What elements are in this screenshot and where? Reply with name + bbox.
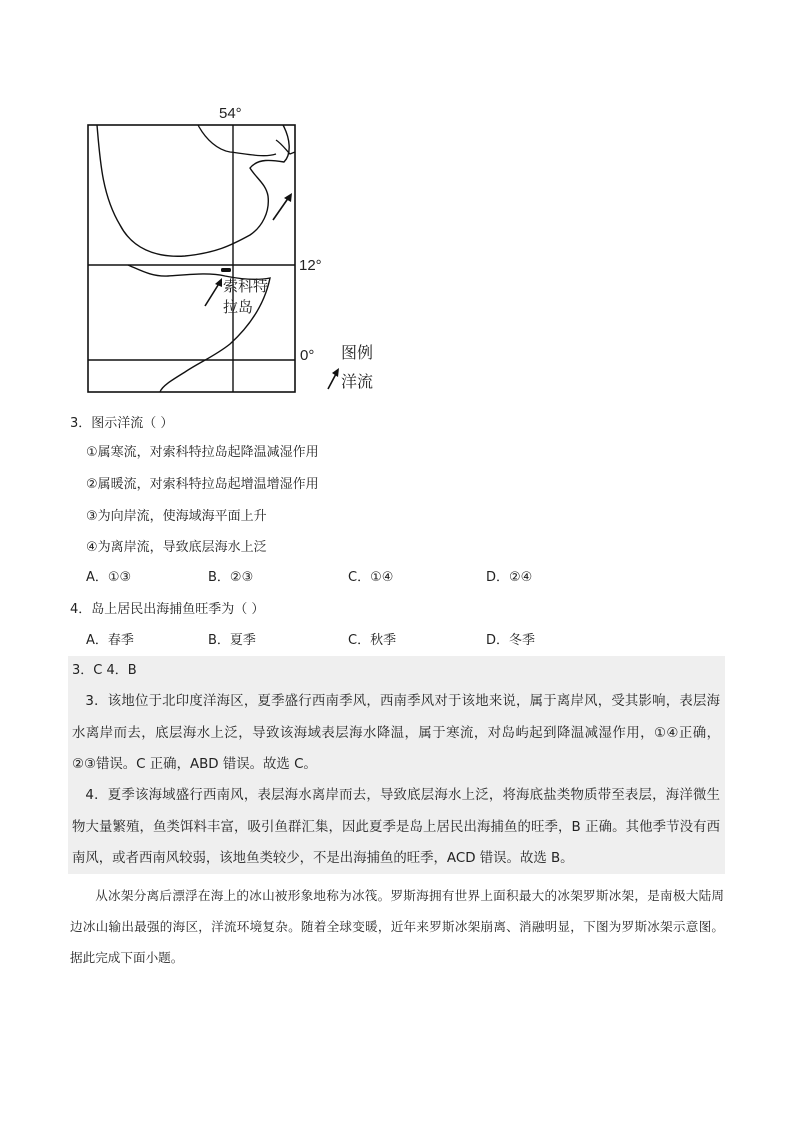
socotra-island-mark	[221, 268, 231, 272]
legend-title: 图例	[341, 345, 374, 362]
q4-choice-b[interactable]: B．夏季	[208, 633, 256, 648]
q4-choices	[86, 631, 606, 651]
ocean-current-map	[80, 100, 400, 400]
latitude-0-label: 0°	[300, 347, 315, 364]
q4-choice-d[interactable]: D．冬季	[486, 633, 536, 648]
explanation-q4: 4．夏季该海域盛行西南风，表层海水离岸而去，导致底层海水上泛，将海底盐类物质带至表层，海洋微生物大量繁殖，鱼类饵料丰富，吸引鱼群汇集，因此夏季是岛上居民出海捕鱼的旺季，B 正确。其他季节没有西南风，或者西南风较弱，该地鱼类较少，不是出海捕鱼的旺季，ACD 错误。故选 B。	[72, 788, 720, 866]
latitude-12-label: 12°	[299, 257, 322, 274]
current-arrow-south	[205, 282, 220, 306]
q3-choice-a[interactable]: A．①③	[86, 570, 132, 585]
q3-choice-d[interactable]: D．②④	[486, 570, 533, 585]
map-frame	[88, 125, 295, 392]
current-arrowhead-north	[284, 193, 292, 202]
answer-key: 3．C 4．B	[72, 663, 137, 678]
q4-choice-a[interactable]: A．春季	[86, 633, 134, 648]
island-label-line1: 索科特	[223, 278, 269, 295]
question-4-stem: 4．岛上居民出海捕鱼旺季为（ ）	[70, 602, 265, 617]
island-label-line2: 拉岛	[223, 299, 254, 316]
arabian-coast	[97, 125, 289, 256]
q3-statement-4: ④为离岸流，导致底层海水上泛	[86, 540, 267, 555]
q3-statement-2: ②属暖流，对索科特拉岛起增温增湿作用	[86, 477, 319, 492]
q4-choice-c[interactable]: C．秋季	[348, 633, 397, 648]
question-3-stem: 3．图示洋流（ ）	[70, 416, 174, 431]
gulf-coast	[198, 125, 276, 156]
ross-ice-shelf-intro: 从冰架分离后漂浮在海上的冰山被形象地称为冰筏。罗斯海拥有世界上面积最大的冰架罗斯冰架，是南极大陆周边冰山输出最强的海区，洋流环境复杂。随着全球变暖，近年来罗斯冰架崩离、消融明显，下图为罗斯冰架示意图。据此完成下面小题。	[70, 888, 724, 965]
q3-statement-1: ①属寒流，对索科特拉岛起降温减湿作用	[86, 445, 319, 460]
gulf-coast-2	[276, 140, 295, 154]
q3-statement-3: ③为向岸流，使海域海平面上升	[86, 509, 267, 524]
answer-explanation-box	[68, 656, 725, 874]
q3-choice-b[interactable]: B．②③	[208, 570, 254, 585]
longitude-label: 54°	[219, 105, 242, 122]
current-arrow-north	[273, 197, 289, 220]
q3-choices	[86, 568, 606, 588]
explanation-q3: 3．该地位于北印度洋海区，夏季盛行西南季风，西南季风对于该地来说，属于离岸风，受其影响，表层海水离岸而去，底层海水上泛，导致该海域表层海水降温，属于寒流，对岛屿起到降温减湿作用，①④正确，②③错误。C 正确，ABD 错误。故选 C。	[72, 694, 720, 772]
q3-choice-c[interactable]: C．①④	[348, 570, 394, 585]
legend-current-label: 洋流	[341, 374, 374, 391]
